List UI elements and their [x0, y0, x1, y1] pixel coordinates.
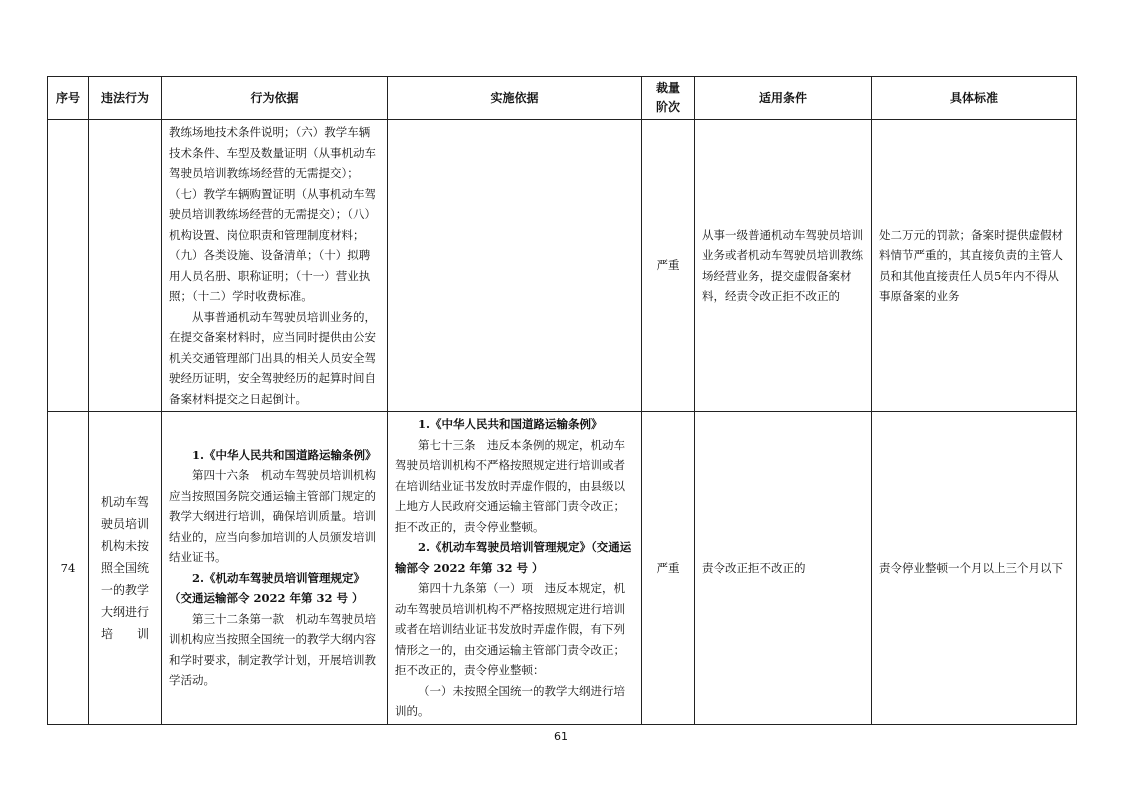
condition-cell	[695, 120, 872, 412]
header-basis: 行为依据	[162, 77, 388, 120]
implementation-text: 第七十三条 违反本条例的规定，机动车驾驶员培训机构不严格按照规定进行培训或者在培训结业证书发放时弄虚作假的，由县级以上地方人民政府交通运输主管部门责令改正；拒不改正的，责令停业整顿。	[395, 437, 625, 534]
level-cell: 严重	[642, 412, 695, 725]
basis-text: 第三十二条第一款 机动车驾驶员培训机构应当按照全国统一的教学大纲内容和学时要求，制定教学计划，开展培训教学活动。	[169, 611, 376, 688]
implementation-text: （一）未按照全国统一的教学大纲进行培训的。	[395, 683, 625, 718]
violation-text: 机动车驾驶员培训机构未按照全国统一的教学大纲进行培训	[101, 494, 150, 641]
condition-text: 责令改正拒不改正的	[702, 560, 806, 575]
violation-cell	[89, 412, 162, 725]
table-header-row	[48, 77, 1077, 120]
header-seq: 序号	[48, 77, 89, 120]
implementation-cell	[388, 120, 642, 412]
header-condition: 适用条件	[695, 77, 872, 120]
condition-text: 从事一级普通机动车驾驶员培训业务或者机动车驾驶员培训教练场经营业务，提交虚假备案材料，经责令改正拒不改正的	[702, 227, 863, 303]
basis-text: 从事普通机动车驾驶员培训业务的，在提交备案材料时，应当同时提供由公安机关交通管理部门出具的相关人员安全驾驶经历证明，安全驾驶经历的起算时间自备案材料提交之日起倒计。	[169, 309, 376, 406]
implementation-heading: 1.《中华人民共和国道路运输条例》	[418, 417, 603, 431]
basis-text: 第四十六条 机动车驾驶员培训机构应当按照国务院交通运输主管部门规定的教学大纲进行培训，确保培训质量。培训结业的，应当向参加培训的人员颁发培训结业证书。	[169, 468, 376, 565]
seq-cell	[48, 120, 89, 412]
regulation-table	[47, 76, 1077, 725]
violation-cell	[89, 120, 162, 412]
basis-cell	[162, 412, 388, 725]
basis-heading: 1.《中华人民共和国道路运输条例》	[192, 447, 377, 462]
standard-cell	[872, 120, 1077, 412]
header-standard: 具体标准	[872, 77, 1077, 120]
table-row	[48, 120, 1077, 412]
basis-text: 教练场地技术条件说明；（六）教学车辆技术条件、车型及数量证明（从事机动车驾驶员培训教练场经营的无需提交）；（七）教学车辆购置证明（从事机动车驾驶员培训教练场经营的无需提交）；（八）机构设置、岗位职责和管理制度材料；（九）各类设施、设备清单；（十）拟聘用人员名册、职称证明；（十一）营业执照；（十二）学时收费标准。	[169, 125, 376, 303]
page-number: 61	[554, 730, 568, 743]
implementation-heading: 2.《机动车驾驶员培训管理规定》（交通运输部令 2022 年第 32 号 ）	[395, 540, 632, 575]
seq-cell: 74	[48, 412, 89, 725]
condition-cell	[695, 412, 872, 725]
implementation-text: 第四十九条第（一）项 违反本规定，机动车驾驶员培训机构不严格按照规定进行培训或者在培训结业证书发放时弄虚作假，有下列情形之一的，由交通运输主管部门责令改正；拒不改正的，责令停业整顿：	[395, 581, 625, 677]
basis-heading: 2.《机动车驾驶员培训管理规定》（交通运输部令 2022 年第 32 号 ）	[169, 570, 366, 606]
basis-cell	[162, 120, 388, 412]
standard-cell	[872, 412, 1077, 725]
table-row	[48, 412, 1077, 725]
header-level: 裁量阶次	[642, 77, 695, 120]
standard-text: 责令停业整顿一个月以上三个月以下	[879, 560, 1063, 575]
implementation-cell	[388, 412, 642, 725]
header-violation: 违法行为	[89, 77, 162, 120]
level-cell: 严重	[642, 120, 695, 412]
standard-text: 处二万元的罚款；备案时提供虚假材料情节严重的，其直接负责的主管人员和其他直接责任人员5年内不得从事原备案的业务	[879, 227, 1063, 303]
header-implementation: 实施依据	[388, 77, 642, 120]
